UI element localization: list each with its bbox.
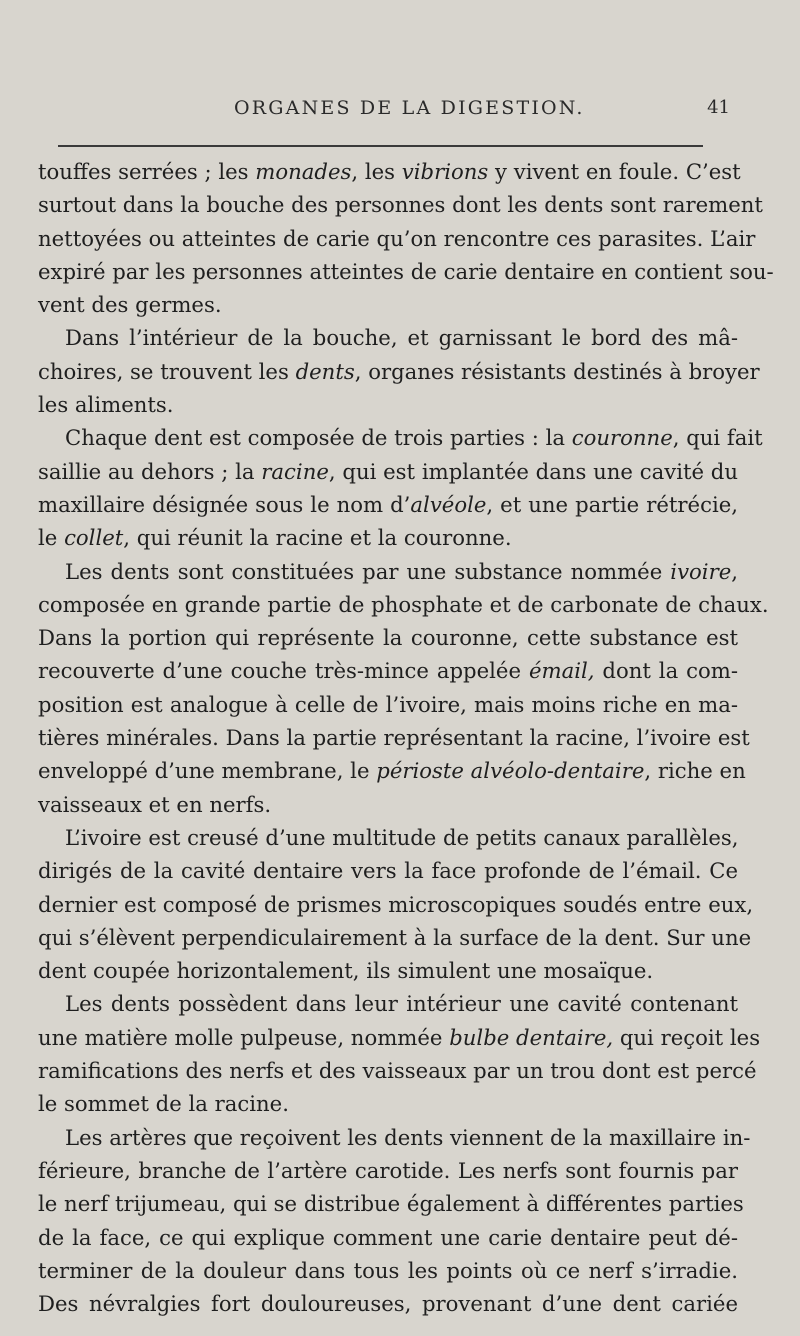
text-line xyxy=(38,987,738,1020)
italic-term: périoste alvéolo-dentaire xyxy=(376,758,645,784)
header-rule xyxy=(58,145,703,147)
text-segment: nettoyées ou atteintes de carie qu’on rencontre ces parasites. L’air xyxy=(38,225,756,251)
text-segment: qui reçoit les xyxy=(613,1024,761,1050)
text-line xyxy=(38,488,738,521)
text-line xyxy=(38,1121,751,1154)
italic-term: émail, xyxy=(528,658,595,684)
text-segment: le xyxy=(38,525,65,551)
text-line xyxy=(38,1087,738,1120)
text-line xyxy=(38,854,738,887)
text-line xyxy=(38,654,738,687)
text-segment: touffes serrées ; les xyxy=(38,159,256,184)
italic-term: racine xyxy=(261,458,329,484)
italic-term: couronne xyxy=(571,425,673,451)
italic-term: vibrions xyxy=(401,159,489,184)
italic-term: dents xyxy=(295,358,355,384)
text-line xyxy=(38,921,752,954)
body-text xyxy=(38,155,774,1320)
text-segment: composée en grande partie de phosphate et de carbonate de chaux. xyxy=(38,591,769,617)
text-line xyxy=(38,421,763,454)
text-segment: Des névralgies fort douloureuses, provenant d’une dent cariée xyxy=(38,1291,738,1317)
text-segment: , organes résistants destinés à broyer xyxy=(354,358,760,384)
text-segment: L’ivoire est creusé d’une multitude de petits canaux parallèles, xyxy=(65,824,739,850)
text-segment: dent coupée horizontalement, ils simulent une mosaïque. xyxy=(38,958,654,984)
text-segment: vent des germes. xyxy=(38,292,222,318)
text-segment: recouverte d’une couche très-mince appelée xyxy=(38,658,529,684)
text-line xyxy=(38,155,741,188)
text-segment: de la face, ce qui explique comment une carie dentaire peut dé- xyxy=(38,1224,738,1250)
text-line xyxy=(38,188,763,221)
text-segment: Dans la portion qui représente la couronne, cette substance est xyxy=(38,625,738,651)
text-segment: choires, se trouvent les xyxy=(38,358,296,384)
text-line xyxy=(38,954,738,987)
text-line xyxy=(38,621,738,654)
text-line xyxy=(38,255,774,288)
text-line xyxy=(38,222,756,255)
text-segment: dernier est composé de prismes microscopiques soudés entre eux, xyxy=(38,891,754,917)
text-segment: , les xyxy=(351,159,402,184)
text-segment: dirigés de la cavité dentaire vers la face profonde de l’émail. Ce xyxy=(38,858,738,884)
text-segment: ramifications des nerfs et des vaisseaux par un trou dont est percé xyxy=(38,1058,757,1084)
text-line xyxy=(38,821,738,854)
italic-term: monades xyxy=(255,159,352,184)
text-segment: saillie au dehors ; la xyxy=(38,458,262,484)
text-segment: , xyxy=(731,558,738,584)
text-line xyxy=(38,388,738,421)
text-segment: Dans l’intérieur de la bouche, et garnissant le bord des mâ- xyxy=(65,325,738,351)
text-segment: expiré par les personnes atteintes de carie dentaire en contient sou- xyxy=(38,258,774,284)
text-segment: enveloppé d’une membrane, le xyxy=(38,758,377,784)
page-number: 41 xyxy=(707,97,730,118)
text-segment: , qui réunit la racine et la couronne. xyxy=(123,525,512,551)
text-segment: , et une partie rétrécie, xyxy=(486,491,738,517)
text-line xyxy=(38,1287,738,1320)
text-segment: férieure, branche de l’artère carotide. Les nerfs sont fournis par xyxy=(38,1157,738,1183)
text-segment: position est analogue à celle de l’ivoire, mais moins riche en ma- xyxy=(38,691,738,717)
text-segment: Chaque dent est composée de trois parties : la xyxy=(65,425,572,451)
text-line xyxy=(38,588,769,621)
text-line xyxy=(38,754,746,787)
text-segment: une matière molle pulpeuse, nommée xyxy=(38,1024,450,1050)
text-line xyxy=(38,455,738,488)
text-line xyxy=(38,321,738,354)
italic-term: collet xyxy=(64,525,124,551)
text-segment: , qui fait xyxy=(672,425,763,451)
text-segment: surtout dans la bouche des personnes dont les dents sont rarement xyxy=(38,192,763,218)
text-line xyxy=(38,888,754,921)
text-segment: , qui est implantée dans une cavité du xyxy=(328,458,738,484)
text-segment: Les dents sont constituées par une substance nommée xyxy=(65,558,671,584)
text-line xyxy=(38,1187,744,1220)
text-segment: y vivent en foule. C’est xyxy=(488,159,741,184)
text-line xyxy=(38,1054,757,1087)
text-line xyxy=(38,521,738,554)
italic-term: bulbe dentaire, xyxy=(449,1024,614,1050)
text-segment: le sommet de la racine. xyxy=(38,1091,289,1117)
running-title: ORGANES DE LA DIGESTION. xyxy=(234,97,585,119)
text-segment: , riche en xyxy=(644,758,746,784)
text-segment: les aliments. xyxy=(38,392,174,418)
italic-term: alvéole xyxy=(410,491,487,517)
text-segment: qui s’élèvent perpendiculairement à la surface de la dent. Sur une xyxy=(38,924,752,950)
text-segment: tières minérales. Dans la partie représentant la racine, l’ivoire est xyxy=(38,725,750,751)
text-line xyxy=(38,1254,738,1287)
text-segment: Les artères que reçoivent les dents viennent de la maxillaire in- xyxy=(65,1124,751,1150)
text-segment: Les dents possèdent dans leur intérieur une cavité contenant xyxy=(65,991,738,1017)
text-line xyxy=(38,355,760,388)
italic-term: ivoire xyxy=(670,558,732,584)
text-line xyxy=(38,1021,761,1054)
text-line xyxy=(38,721,750,754)
text-line xyxy=(38,1154,738,1187)
text-line xyxy=(38,788,738,821)
text-segment: le nerf trijumeau, qui se distribue également à différentes parties xyxy=(38,1191,744,1217)
text-segment: terminer de la douleur dans tous les points où ce nerf s’irradie. xyxy=(38,1257,738,1283)
text-line xyxy=(38,555,738,588)
text-line xyxy=(38,1221,738,1254)
text-segment: maxillaire désignée sous le nom d’ xyxy=(38,491,411,517)
text-line xyxy=(38,288,738,321)
text-line xyxy=(38,688,738,721)
page-header xyxy=(40,95,740,135)
text-segment: dont la com- xyxy=(594,658,739,684)
text-segment: vaisseaux et en nerfs. xyxy=(38,791,272,817)
